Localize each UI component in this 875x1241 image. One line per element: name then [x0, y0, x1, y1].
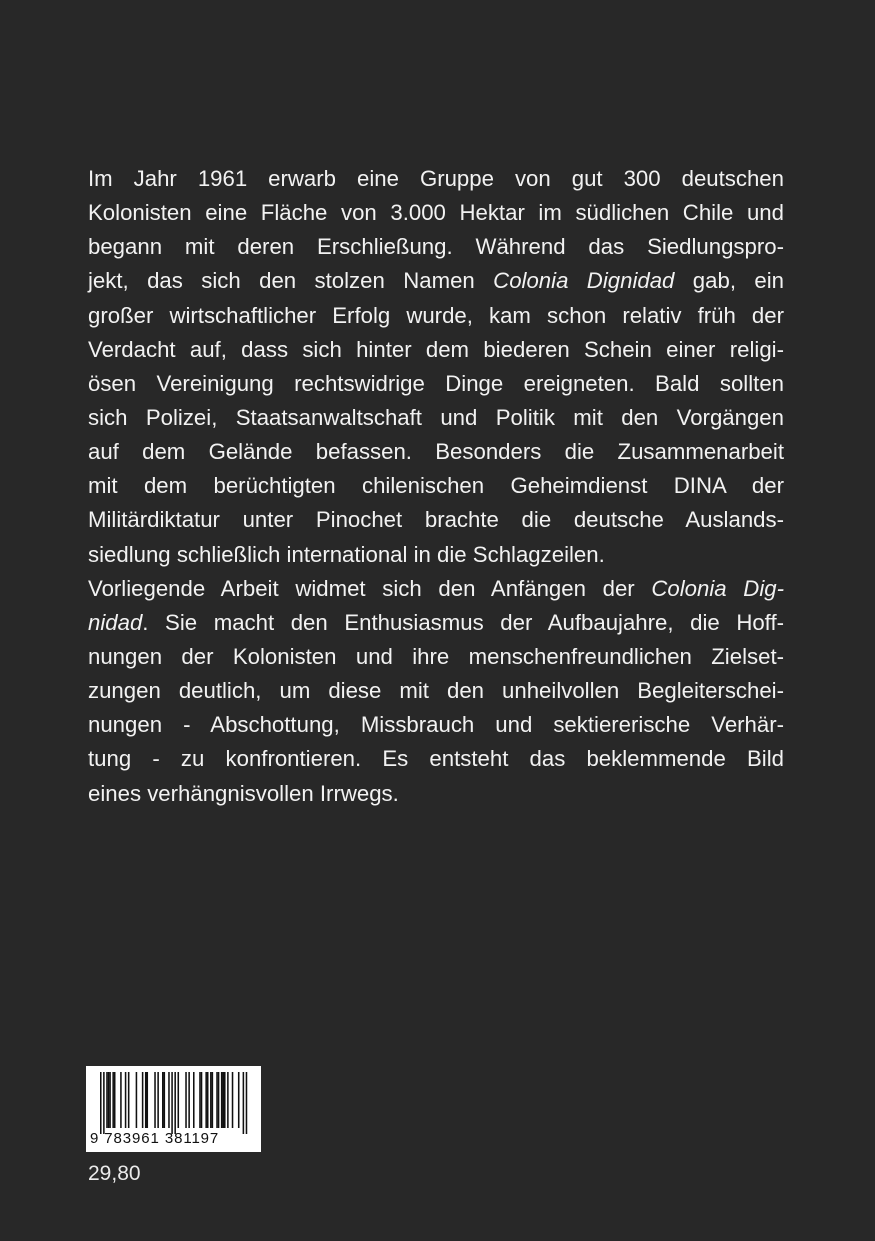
- barcode-bar: [162, 1072, 164, 1128]
- blurb-text: auf dem Gelände befassen. Besonders die Zusammenarbeit: [88, 439, 784, 465]
- barcode-bar: [207, 1072, 209, 1128]
- blurb-line: [88, 674, 784, 708]
- barcode-bar: [205, 1072, 207, 1128]
- blurb-text: Verdacht auf, dass sich hinter dem biederen Schein einer religi-: [88, 336, 784, 362]
- barcode-bar: [128, 1072, 130, 1128]
- barcode-bar: [222, 1072, 224, 1128]
- blurb-text: nungen - Abschottung, Missbrauch und sektiererische Verhär-: [88, 712, 784, 738]
- blurb-line: [88, 401, 784, 435]
- blurb-line: [88, 333, 784, 367]
- blurb-text: jekt, das sich den stolzen Namen: [88, 268, 494, 294]
- barcode-bar: [120, 1072, 122, 1128]
- barcode-bar: [103, 1072, 105, 1134]
- blurb-text: sich Polizei, Staatsanwaltschaft und Politik mit den Vorgängen: [88, 404, 784, 430]
- blurb-line: [88, 299, 784, 333]
- blurb-line: [88, 572, 784, 606]
- blurb-text: begann mit deren Erschließung. Während das Siedlungspro-: [88, 234, 784, 260]
- blurb-line: [88, 708, 784, 742]
- barcode-bar: [154, 1072, 156, 1128]
- blurb-text: Militärdiktatur unter Pinochet brachte die deutsche Auslands-: [88, 507, 784, 533]
- barcode-bar: [157, 1072, 159, 1128]
- barcode-bar: [201, 1072, 203, 1128]
- barcode-bar: [147, 1072, 149, 1128]
- blurb-text: eines verhängnisvollen Irrwegs.: [88, 780, 399, 806]
- blurb-text: siedlung schließlich international in die Schlagzeilen.: [88, 541, 605, 567]
- blurb-line: [88, 503, 784, 537]
- blurb-line: [88, 469, 784, 503]
- barcode-bar: [114, 1072, 116, 1128]
- italic-title-text: Colonia Dignidad: [493, 268, 675, 294]
- barcode-bar: [142, 1072, 144, 1128]
- barcode-bar: [216, 1072, 218, 1128]
- blurb-text: Kolonisten eine Fläche von 3.000 Hektar im südlichen Chile und: [88, 200, 784, 226]
- blurb-line: [88, 230, 784, 264]
- blurb-line: [88, 367, 784, 401]
- blurb-line: [88, 606, 784, 640]
- barcode-bar: [164, 1072, 166, 1128]
- blurb-text: großer wirtschaftlicher Erfolg wurde, kam schon relativ früh der: [88, 302, 784, 328]
- blurb-text: Vorliegende Arbeit widmet sich den Anfängen der: [88, 575, 652, 601]
- barcode-bar: [178, 1072, 180, 1128]
- barcode-bar: [145, 1072, 147, 1128]
- blurb-line: [88, 162, 784, 196]
- price-label: 29,80: [88, 1162, 141, 1185]
- italic-title-text: Colonia Dig-: [651, 575, 784, 601]
- barcode-bar: [224, 1072, 226, 1128]
- barcode-bar: [232, 1072, 234, 1128]
- blurb-line: [88, 196, 784, 230]
- barcode-bar: [100, 1072, 102, 1134]
- barcode-bar: [108, 1072, 110, 1128]
- barcode-bar: [185, 1072, 187, 1128]
- barcode-bar: [188, 1072, 190, 1128]
- barcode-bar: [246, 1072, 248, 1134]
- isbn-digits: 9 783961 381197: [90, 1130, 220, 1147]
- blurb-line: [88, 435, 784, 469]
- barcode-bar: [199, 1072, 201, 1128]
- barcode-bar: [106, 1072, 108, 1128]
- blurb-text: . Sie macht den Enthusiasmus der Aufbaujahre, die Hoff-: [142, 609, 784, 635]
- isbn-barcode: [86, 1066, 261, 1152]
- barcode-bar: [125, 1072, 127, 1128]
- barcode-bar: [212, 1072, 214, 1128]
- barcode-bar: [221, 1072, 223, 1128]
- italic-title-text: nidad: [88, 609, 143, 635]
- barcode-bar: [243, 1072, 245, 1134]
- barcode-bar: [136, 1072, 138, 1128]
- barcode-bar: [168, 1072, 170, 1128]
- blurb-text: tung - zu konfrontieren. Es entsteht das beklemmende Bild: [88, 746, 784, 772]
- blurb-text: zungen deutlich, um diese mit den unheilvollen Begleiterschei-: [88, 678, 784, 704]
- barcode-bar: [171, 1072, 173, 1134]
- barcode-bar: [193, 1072, 195, 1128]
- blurb-text: gab, ein: [674, 268, 784, 294]
- barcode-bar: [227, 1072, 229, 1128]
- barcode-bar: [109, 1072, 111, 1128]
- barcode-bar: [218, 1072, 220, 1128]
- barcode-bar: [112, 1072, 114, 1128]
- blurb-line: [88, 264, 784, 298]
- blurb-line: [88, 777, 784, 811]
- blurb-text: ösen Vereinigung rechtswidrige Dinge ereigneten. Bald sollten: [88, 370, 784, 396]
- blurb-text: Im Jahr 1961 erwarb eine Gruppe von gut 300 deutschen: [88, 166, 784, 191]
- blurb-text: mit dem berüchtigten chilenischen Geheimdienst DINA der: [88, 473, 784, 499]
- back-cover-blurb: [88, 162, 784, 811]
- barcode-bar: [210, 1072, 212, 1128]
- blurb-text: nungen der Kolonisten und ihre menschenfreundlichen Zielset-: [88, 643, 784, 669]
- blurb-line: [88, 742, 784, 776]
- barcode-bar: [238, 1072, 240, 1128]
- barcode-bar: [174, 1072, 176, 1134]
- blurb-line: [88, 640, 784, 674]
- blurb-line: [88, 538, 784, 572]
